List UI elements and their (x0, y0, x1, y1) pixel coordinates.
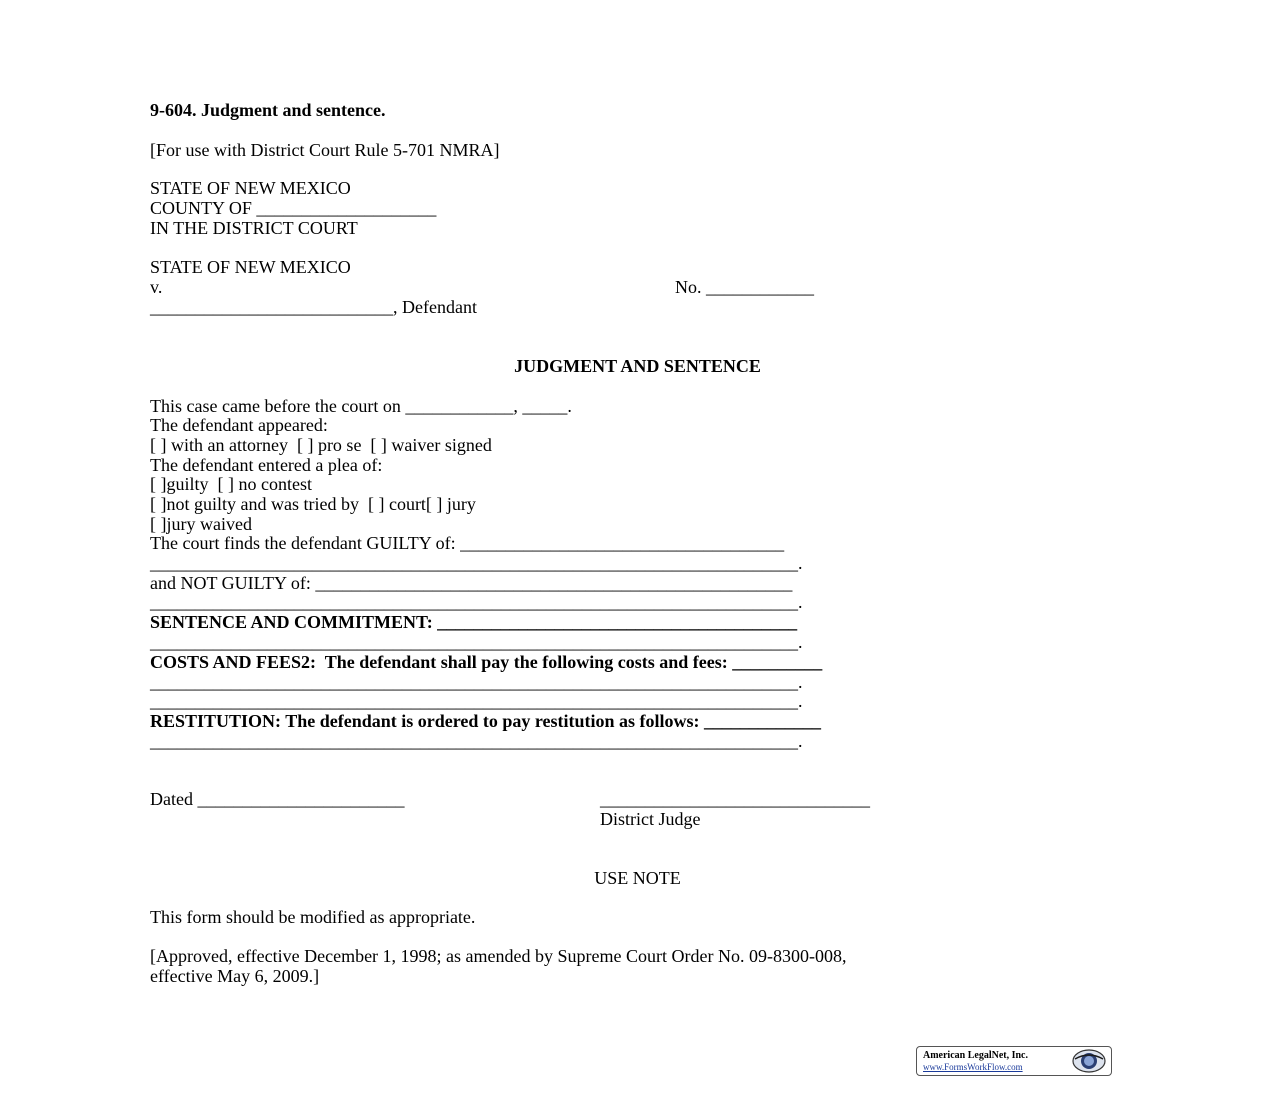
approval-line-2: effective May 6, 2009.] (150, 966, 320, 986)
guilty-of-line: The court finds the defendant GUILTY of: ____________________________________ (150, 533, 785, 553)
plea-line: The defendant entered a plea of: (150, 455, 383, 475)
appeared-options: [ ] with an attorney [ ] pro se [ ] waiver signed (150, 435, 492, 455)
caption-court: IN THE DISTRICT COURT (150, 218, 358, 238)
restitution-cont: ________________________________________________________________________. (150, 731, 803, 751)
not-guilty-cont: ________________________________________________________________________. (150, 592, 803, 612)
logo-company: American LegalNet, Inc. (923, 1050, 1028, 1061)
dated-line: Dated _______________________ (150, 789, 405, 809)
form-heading: 9-604. Judgment and sentence. (150, 100, 386, 120)
costs-cont-2: ________________________________________________________________________. (150, 691, 803, 711)
caption-versus: v. (150, 277, 163, 297)
rule-note: [For use with District Court Rule 5-701 NMRA] (150, 140, 500, 160)
costs-line: COSTS AND FEES2: The defendant shall pay the following costs and fees: __________ (150, 652, 823, 672)
use-note-text: This form should be modified as appropriate. (150, 907, 476, 927)
appeared-line: The defendant appeared: (150, 415, 328, 435)
judge-signature-line: ______________________________ (600, 789, 870, 809)
case-number: No. ____________ (675, 277, 814, 297)
document-title: JUDGMENT AND SENTENCE (514, 356, 761, 376)
plea-options-2: [ ]not guilty and was tried by [ ] court[ ] jury (150, 494, 476, 514)
sentence-line: SENTENCE AND COMMITMENT: ________________________________________ (150, 612, 798, 632)
sentence-cont: ________________________________________________________________________. (150, 632, 803, 652)
not-guilty-line: and NOT GUILTY of: _____________________________________________________ (150, 573, 793, 593)
judge-label: District Judge (600, 809, 701, 829)
restitution-line: RESTITUTION: The defendant is ordered to pay restitution as follows: _____________ (150, 711, 822, 731)
globe-icon (1071, 1049, 1107, 1073)
approval-line-1: [Approved, effective December 1, 1998; as amended by Supreme Court Order No. 09-8300-008, (150, 946, 847, 966)
caption-state: STATE OF NEW MEXICO (150, 178, 351, 198)
plea-options-3: [ ]jury waived (150, 514, 252, 534)
footer-logo[interactable] (916, 1046, 1112, 1076)
caption-plaintiff: STATE OF NEW MEXICO (150, 257, 351, 277)
guilty-of-cont: ________________________________________________________________________. (150, 553, 803, 573)
came-before-line: This case came before the court on ____________, _____. (150, 396, 572, 416)
logo-url[interactable]: www.FormsWorkFlow.com (923, 1062, 1023, 1072)
caption-county: COUNTY OF ____________________ (150, 198, 437, 218)
plea-options-1: [ ]guilty [ ] no contest (150, 474, 312, 494)
costs-cont-1: ________________________________________________________________________. (150, 672, 803, 692)
caption-defendant: ___________________________, Defendant (150, 297, 477, 317)
use-note-title: USE NOTE (594, 868, 681, 888)
